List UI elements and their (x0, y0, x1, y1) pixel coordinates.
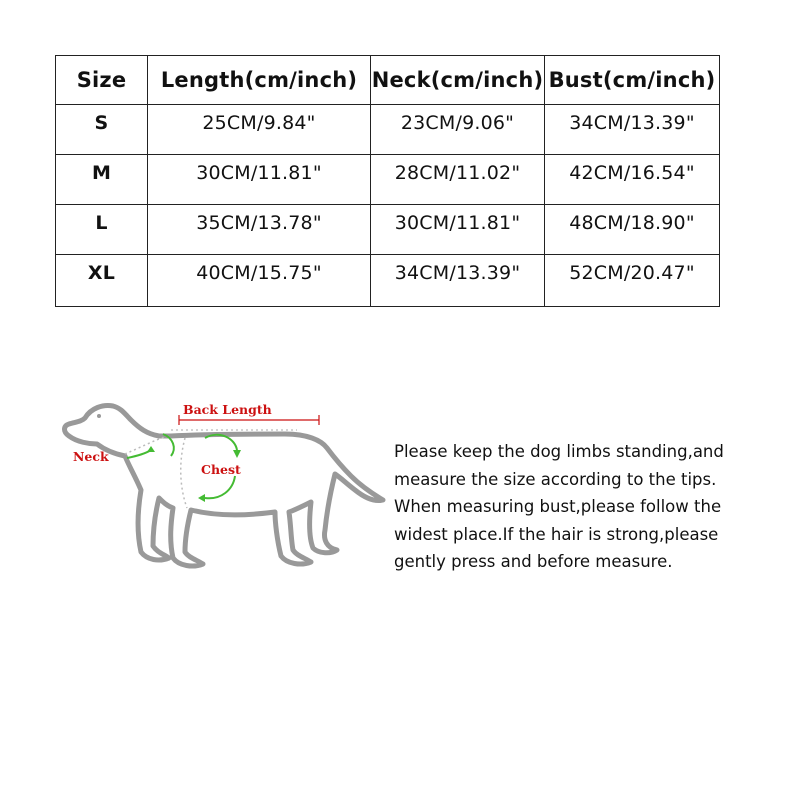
neck-cell: 34CM/13.39" (371, 255, 545, 307)
header-size: Size (56, 56, 148, 105)
dog-measurement-diagram (55, 390, 395, 580)
dog-outline (65, 406, 384, 567)
neck-dotted-line (125, 436, 167, 454)
table-row (56, 205, 720, 255)
chest-dotted-line (181, 438, 187, 508)
chest-arrow-bottom (205, 476, 235, 498)
chest-label: Chest (201, 462, 241, 477)
header-bust: Bust(cm/inch) (545, 56, 720, 105)
size-cell: M (56, 155, 148, 205)
length-cell: 30CM/11.81" (148, 155, 371, 205)
length-cell: 40CM/15.75" (148, 255, 371, 307)
header-neck: Neck(cm/inch) (371, 56, 545, 105)
neck-label: Neck (73, 449, 109, 464)
chest-arrow-head-top (233, 450, 241, 458)
neck-cell: 23CM/9.06" (371, 105, 545, 155)
bust-cell: 48CM/18.90" (545, 205, 720, 255)
instruction-line: When measuring bust,please follow the (394, 497, 722, 516)
instruction-line: Please keep the dog limbs standing,and (394, 442, 724, 461)
length-cell: 25CM/9.84" (148, 105, 371, 155)
back-length-label: Back Length (183, 402, 272, 417)
neck-cell: 28CM/11.02" (371, 155, 545, 205)
bust-cell: 34CM/13.39" (545, 105, 720, 155)
size-cell: L (56, 205, 148, 255)
neck-arrow-head (147, 446, 155, 452)
dog-outline-illustration (55, 390, 395, 580)
bust-cell: 52CM/20.47" (545, 255, 720, 307)
header-length: Length(cm/inch) (148, 56, 371, 105)
size-cell: XL (56, 255, 148, 307)
dog-eye (97, 414, 101, 418)
instruction-line: measure the size according to the tips. (394, 469, 717, 489)
instruction-line: widest place.If the hair is strong,please (394, 524, 719, 544)
measurement-instructions (394, 438, 734, 576)
table-row (56, 105, 720, 155)
chest-arrow-head-bottom (198, 494, 205, 502)
instruction-line: gently press and before measure. (394, 552, 673, 571)
table-row (56, 255, 720, 307)
bust-cell: 42CM/16.54" (545, 155, 720, 205)
size-cell: S (56, 105, 148, 155)
size-chart-table (55, 55, 720, 307)
neck-cell: 30CM/11.81" (371, 205, 545, 255)
table-header-row (56, 56, 720, 105)
table-row (56, 155, 720, 205)
length-cell: 35CM/13.78" (148, 205, 371, 255)
